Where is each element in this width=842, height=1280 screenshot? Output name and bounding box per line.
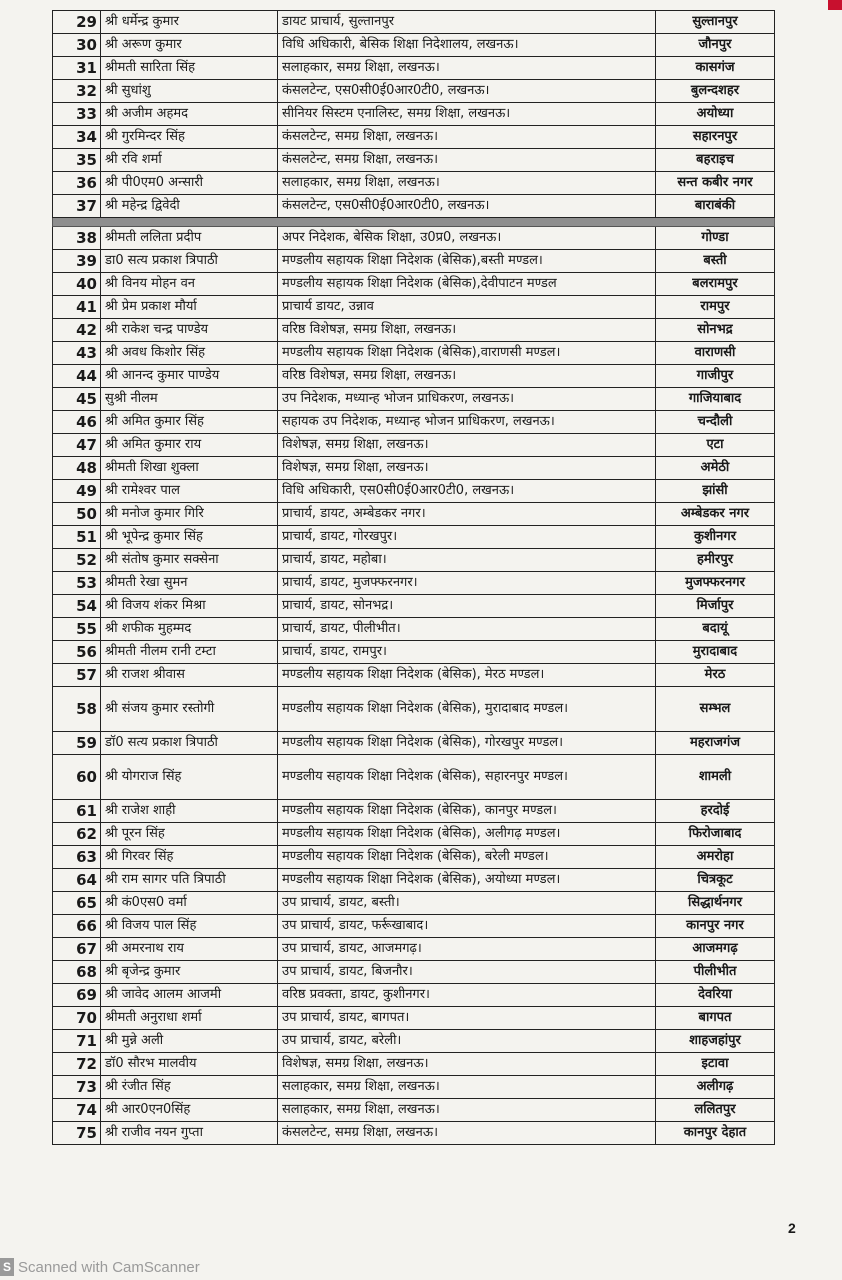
serial-number: 41 [53, 296, 101, 319]
officer-designation: मण्डलीय सहायक शिक्षा निदेशक (बेसिक), गोरखपुर मण्डल। [278, 732, 656, 755]
officer-designation: सलाहकार, समग्र शिक्षा, लखनऊ। [278, 57, 656, 80]
serial-number: 51 [53, 526, 101, 549]
officer-name: श्री अमरनाथ राय [101, 938, 278, 961]
assigned-district: कासगंज [656, 57, 775, 80]
assigned-district: हमीरपुर [656, 549, 775, 572]
officer-name: श्री अमित कुमार सिंह [101, 411, 278, 434]
officer-designation: उप प्राचार्य, डायट, बस्ती। [278, 892, 656, 915]
officer-designation: मण्डलीय सहायक शिक्षा निदेशक (बेसिक), बरेली मण्डल। [278, 846, 656, 869]
officer-name: श्री राजेश शाही [101, 800, 278, 823]
scanner-watermark-text: Scanned with CamScanner [18, 1258, 200, 1276]
scanner-watermark [0, 1258, 200, 1276]
assigned-district: बलरामपुर [656, 273, 775, 296]
table-row [53, 595, 775, 618]
officer-name: श्री अरूण कुमार [101, 34, 278, 57]
table-row [53, 296, 775, 319]
serial-number: 65 [53, 892, 101, 915]
officer-designation: उप प्राचार्य, डायट, आजमगढ़। [278, 938, 656, 961]
officers-table-body [53, 11, 775, 1145]
officer-name: श्री कं0एस0 वर्मा [101, 892, 278, 915]
officer-designation: कंसलटेन्ट, एस0सी0ई0आर0टी0, लखनऊ। [278, 80, 656, 103]
serial-number: 55 [53, 618, 101, 641]
assigned-district: गोण्डा [656, 227, 775, 250]
officer-designation: अपर निदेशक, बेसिक शिक्षा, उ0प्र0, लखनऊ। [278, 227, 656, 250]
assigned-district: हरदोई [656, 800, 775, 823]
officer-designation: मण्डलीय सहायक शिक्षा निदेशक (बेसिक),वाराणसी मण्डल। [278, 342, 656, 365]
officer-designation: प्राचार्य, डायट, महोबा। [278, 549, 656, 572]
officer-designation: कंसलटेन्ट, समग्र शिक्षा, लखनऊ। [278, 149, 656, 172]
officer-designation: वरिष्ठ विशेषज्ञ, समग्र शिक्षा, लखनऊ। [278, 319, 656, 342]
serial-number: 38 [53, 227, 101, 250]
table-row [53, 915, 775, 938]
table-row [53, 1099, 775, 1122]
table-row [53, 411, 775, 434]
table-row [53, 755, 775, 800]
officer-designation: मण्डलीय सहायक शिक्षा निदेशक (बेसिक), अलीगढ़ मण्डल। [278, 823, 656, 846]
table-row [53, 195, 775, 218]
table-row [53, 80, 775, 103]
assigned-district: बागपत [656, 1007, 775, 1030]
assigned-district: शामली [656, 755, 775, 800]
serial-number: 70 [53, 1007, 101, 1030]
assigned-district: झांसी [656, 480, 775, 503]
officer-designation: प्राचार्य, डायट, अम्बेडकर नगर। [278, 503, 656, 526]
table-row [53, 457, 775, 480]
officer-designation: प्राचार्य, डायट, मुजफ्फरनगर। [278, 572, 656, 595]
table-row [53, 846, 775, 869]
officer-name: सुश्री नीलम [101, 388, 278, 411]
officer-name: श्री प्रेम प्रकाश मौर्या [101, 296, 278, 319]
assigned-district: मिर्जापुर [656, 595, 775, 618]
assigned-district: चित्रकूट [656, 869, 775, 892]
officer-name: श्री अमित कुमार राय [101, 434, 278, 457]
assigned-district: सहारनपुर [656, 126, 775, 149]
officer-designation: सलाहकार, समग्र शिक्षा, लखनऊ। [278, 1076, 656, 1099]
serial-number: 63 [53, 846, 101, 869]
serial-number: 72 [53, 1053, 101, 1076]
assigned-district: फिरोजाबाद [656, 823, 775, 846]
table-row [53, 126, 775, 149]
serial-number: 44 [53, 365, 101, 388]
serial-number: 29 [53, 11, 101, 34]
officer-name: श्री रंजीत सिंह [101, 1076, 278, 1099]
serial-number: 39 [53, 250, 101, 273]
serial-number: 43 [53, 342, 101, 365]
officer-designation: उप प्राचार्य, डायट, बागपत। [278, 1007, 656, 1030]
table-row [53, 480, 775, 503]
assigned-district: बस्ती [656, 250, 775, 273]
table-row [53, 892, 775, 915]
officer-designation: उप निदेशक, मध्यान्ह भोजन प्राधिकरण, लखनऊ। [278, 388, 656, 411]
officer-name: श्री विजय पाल सिंह [101, 915, 278, 938]
assigned-district: गाजीपुर [656, 365, 775, 388]
table-row [53, 250, 775, 273]
officer-designation: मण्डलीय सहायक शिक्षा निदेशक (बेसिक), सहारनपुर मण्डल। [278, 755, 656, 800]
assigned-district: सोनभद्र [656, 319, 775, 342]
assigned-district: सुल्तानपुर [656, 11, 775, 34]
table-row [53, 57, 775, 80]
table-row [53, 103, 775, 126]
table-row [53, 1122, 775, 1145]
serial-number: 30 [53, 34, 101, 57]
serial-number: 58 [53, 687, 101, 732]
officer-designation: प्राचार्य, डायट, रामपुर। [278, 641, 656, 664]
officer-designation: प्राचार्य, डायट, गोरखपुर। [278, 526, 656, 549]
officer-designation: विशेषज्ञ, समग्र शिक्षा, लखनऊ। [278, 457, 656, 480]
officer-name: श्री महेन्द्र द्विवेदी [101, 195, 278, 218]
officer-designation: सलाहकार, समग्र शिक्षा, लखनऊ। [278, 172, 656, 195]
officer-name: श्रीमती अनुराधा शर्मा [101, 1007, 278, 1030]
page-number: 2 [788, 1220, 796, 1236]
officer-name: श्री संतोष कुमार सक्सेना [101, 549, 278, 572]
officer-name: श्री विजय शंकर मिश्रा [101, 595, 278, 618]
officer-name: श्री बृजेन्द्र कुमार [101, 961, 278, 984]
officer-name: श्री राम सागर पति त्रिपाठी [101, 869, 278, 892]
table-row [53, 503, 775, 526]
table-row [53, 984, 775, 1007]
officer-designation: उप प्राचार्य, डायट, बिजनौर। [278, 961, 656, 984]
table-row [53, 823, 775, 846]
officer-name: श्रीमती सारिता सिंह [101, 57, 278, 80]
table-row [53, 572, 775, 595]
table-row [53, 1030, 775, 1053]
officer-name: श्रीमती ललिता प्रदीप [101, 227, 278, 250]
officer-name: श्री योगराज सिंह [101, 755, 278, 800]
officer-designation: उप प्राचार्य, डायट, फर्रूखाबाद। [278, 915, 656, 938]
table-row [53, 732, 775, 755]
assigned-district: वाराणसी [656, 342, 775, 365]
officer-name: श्री संजय कुमार रस्तोगी [101, 687, 278, 732]
serial-number: 60 [53, 755, 101, 800]
table-row [53, 365, 775, 388]
officer-designation: उप प्राचार्य, डायट, बरेली। [278, 1030, 656, 1053]
assigned-district: सन्त कबीर नगर [656, 172, 775, 195]
officer-name: श्री आर0एन0सिंह [101, 1099, 278, 1122]
officer-name: श्री आनन्द कुमार पाण्डेय [101, 365, 278, 388]
officer-name: श्री मुन्ने अली [101, 1030, 278, 1053]
officer-name: श्रीमती नीलम रानी टम्टा [101, 641, 278, 664]
officer-name: श्री पी0एम0 अन्सारी [101, 172, 278, 195]
assigned-district: बहराइच [656, 149, 775, 172]
officer-designation: सीनियर सिस्टम एनालिस्ट, समग्र शिक्षा, लखनऊ। [278, 103, 656, 126]
officer-designation: मण्डलीय सहायक शिक्षा निदेशक (बेसिक),बस्ती मण्डल। [278, 250, 656, 273]
serial-number: 66 [53, 915, 101, 938]
serial-number: 62 [53, 823, 101, 846]
serial-number: 52 [53, 549, 101, 572]
officer-designation: वरिष्ठ विशेषज्ञ, समग्र शिक्षा, लखनऊ। [278, 365, 656, 388]
table-row [53, 319, 775, 342]
serial-number: 56 [53, 641, 101, 664]
officer-name: श्री राकेश चन्द्र पाण्डेय [101, 319, 278, 342]
table-row [53, 641, 775, 664]
officer-designation: विधि अधिकारी, एस0सी0ई0आर0टी0, लखनऊ। [278, 480, 656, 503]
table-row [53, 11, 775, 34]
officer-designation: विशेषज्ञ, समग्र शिक्षा, लखनऊ। [278, 1053, 656, 1076]
officer-designation: कंसलटेन्ट, एस0सी0ई0आर0टी0, लखनऊ। [278, 195, 656, 218]
serial-number: 67 [53, 938, 101, 961]
assigned-district: चन्दौली [656, 411, 775, 434]
assigned-district: मेरठ [656, 664, 775, 687]
serial-number: 42 [53, 319, 101, 342]
serial-number: 73 [53, 1076, 101, 1099]
officer-designation: कंसलटेन्ट, समग्र शिक्षा, लखनऊ। [278, 126, 656, 149]
officer-name: श्री विनय मोहन वन [101, 273, 278, 296]
serial-number: 45 [53, 388, 101, 411]
serial-number: 68 [53, 961, 101, 984]
table-row [53, 1007, 775, 1030]
table-row [53, 961, 775, 984]
officer-name: श्री रवि शर्मा [101, 149, 278, 172]
officer-name: डॉ0 सत्य प्रकाश त्रिपाठी [101, 732, 278, 755]
serial-number: 64 [53, 869, 101, 892]
officer-designation: कंसलटेन्ट, समग्र शिक्षा, लखनऊ। [278, 1122, 656, 1145]
table-row [53, 1076, 775, 1099]
assigned-district: देवरिया [656, 984, 775, 1007]
assigned-district: शाहजहांपुर [656, 1030, 775, 1053]
officer-designation: प्राचार्य, डायट, पीलीभीत। [278, 618, 656, 641]
assigned-district: एटा [656, 434, 775, 457]
serial-number: 57 [53, 664, 101, 687]
assigned-district: अयोध्या [656, 103, 775, 126]
page-corner-mark [828, 0, 842, 10]
assigned-district: पीलीभीत [656, 961, 775, 984]
table-row [53, 618, 775, 641]
table-row [53, 869, 775, 892]
assigned-district: कानपुर देहात [656, 1122, 775, 1145]
serial-number: 35 [53, 149, 101, 172]
assigned-district: कुशीनगर [656, 526, 775, 549]
table-row [53, 434, 775, 457]
officer-name: श्री राजश श्रीवास [101, 664, 278, 687]
officer-designation: मण्डलीय सहायक शिक्षा निदेशक (बेसिक), अयोध्या मण्डल। [278, 869, 656, 892]
officer-designation: मण्डलीय सहायक शिक्षा निदेशक (बेसिक), मुरादाबाद मण्डल। [278, 687, 656, 732]
officer-name: श्री अवध किशोर सिंह [101, 342, 278, 365]
serial-number: 61 [53, 800, 101, 823]
assigned-district: इटावा [656, 1053, 775, 1076]
assigned-district: बदायूं [656, 618, 775, 641]
officer-name: श्री जावेद आलम आजमी [101, 984, 278, 1007]
table-row [53, 1053, 775, 1076]
officer-designation: सहायक उप निदेशक, मध्यान्ह भोजन प्राधिकरण, लखनऊ। [278, 411, 656, 434]
officer-name: श्रीमती शिखा शुक्ला [101, 457, 278, 480]
serial-number: 46 [53, 411, 101, 434]
officer-name: श्री राजीव नयन गुप्ता [101, 1122, 278, 1145]
serial-number: 34 [53, 126, 101, 149]
serial-number: 75 [53, 1122, 101, 1145]
assigned-district: अमेठी [656, 457, 775, 480]
table-row [53, 388, 775, 411]
assigned-district: सिद्धार्थनगर [656, 892, 775, 915]
camscanner-logo-icon: S [0, 1258, 14, 1276]
assigned-district: ललितपुर [656, 1099, 775, 1122]
table-row [53, 664, 775, 687]
officer-name: श्री धर्मेन्द्र कुमार [101, 11, 278, 34]
serial-number: 37 [53, 195, 101, 218]
officer-name: डा0 सत्य प्रकाश त्रिपाठी [101, 250, 278, 273]
officer-designation: प्राचार्य डायट, उन्नाव [278, 296, 656, 319]
assigned-district: अलीगढ़ [656, 1076, 775, 1099]
officer-designation: सलाहकार, समग्र शिक्षा, लखनऊ। [278, 1099, 656, 1122]
officer-name: श्री पूरन सिंह [101, 823, 278, 846]
officer-name: श्री सुधांशु [101, 80, 278, 103]
table-row [53, 526, 775, 549]
serial-number: 40 [53, 273, 101, 296]
officer-name: श्री भूपेन्द्र कुमार सिंह [101, 526, 278, 549]
officer-name: श्री शफीक मुहम्मद [101, 618, 278, 641]
serial-number: 36 [53, 172, 101, 195]
officer-name: श्री अजीम अहमद [101, 103, 278, 126]
assigned-district: जौनपुर [656, 34, 775, 57]
serial-number: 59 [53, 732, 101, 755]
table-row [53, 34, 775, 57]
assigned-district: मुरादाबाद [656, 641, 775, 664]
table-row [53, 227, 775, 250]
officer-designation: विशेषज्ञ, समग्र शिक्षा, लखनऊ। [278, 434, 656, 457]
table-row [53, 342, 775, 365]
serial-number: 71 [53, 1030, 101, 1053]
serial-number: 32 [53, 80, 101, 103]
assigned-district: सम्भल [656, 687, 775, 732]
assigned-district: आजमगढ़ [656, 938, 775, 961]
serial-number: 31 [53, 57, 101, 80]
serial-number: 49 [53, 480, 101, 503]
officer-designation: मण्डलीय सहायक शिक्षा निदेशक (बेसिक), कानपुर मण्डल। [278, 800, 656, 823]
assigned-district: रामपुर [656, 296, 775, 319]
officer-name: श्री गुरमिन्दर सिंह [101, 126, 278, 149]
serial-number: 69 [53, 984, 101, 1007]
assigned-district: मुजफ्फरनगर [656, 572, 775, 595]
officer-name: श्री रामेश्वर पाल [101, 480, 278, 503]
table-row [53, 172, 775, 195]
assigned-district: बुलन्दशहर [656, 80, 775, 103]
officer-designation: विधि अधिकारी, बेसिक शिक्षा निदेशालय, लखनऊ। [278, 34, 656, 57]
serial-number: 74 [53, 1099, 101, 1122]
officer-designation: वरिष्ठ प्रवक्ता, डायट, कुशीनगर। [278, 984, 656, 1007]
assigned-district: अमरोहा [656, 846, 775, 869]
serial-number: 33 [53, 103, 101, 126]
table-row [53, 273, 775, 296]
officer-name: श्री गिरवर सिंह [101, 846, 278, 869]
officer-designation: मण्डलीय सहायक शिक्षा निदेशक (बेसिक),देवीपाटन मण्डल [278, 273, 656, 296]
serial-number: 54 [53, 595, 101, 618]
section-divider [53, 218, 775, 227]
assigned-district: अम्बेडकर नगर [656, 503, 775, 526]
table-row [53, 938, 775, 961]
table-row [53, 800, 775, 823]
officer-designation: मण्डलीय सहायक शिक्षा निदेशक (बेसिक), मेरठ मण्डल। [278, 664, 656, 687]
assigned-district: बाराबंकी [656, 195, 775, 218]
serial-number: 53 [53, 572, 101, 595]
serial-number: 48 [53, 457, 101, 480]
officers-table [52, 10, 775, 1145]
officer-designation: प्राचार्य, डायट, सोनभद्र। [278, 595, 656, 618]
table-row [53, 549, 775, 572]
table-row [53, 149, 775, 172]
table-row [53, 687, 775, 732]
assigned-district: महराजगंज [656, 732, 775, 755]
officer-name: श्रीमती रेखा सुमन [101, 572, 278, 595]
assigned-district: कानपुर नगर [656, 915, 775, 938]
assigned-district: गाजियाबाद [656, 388, 775, 411]
serial-number: 47 [53, 434, 101, 457]
serial-number: 50 [53, 503, 101, 526]
officer-name: श्री मनोज कुमार गिरि [101, 503, 278, 526]
officer-name: डॉ0 सौरभ मालवीय [101, 1053, 278, 1076]
officer-designation: डायट प्राचार्य, सुल्तानपुर [278, 11, 656, 34]
